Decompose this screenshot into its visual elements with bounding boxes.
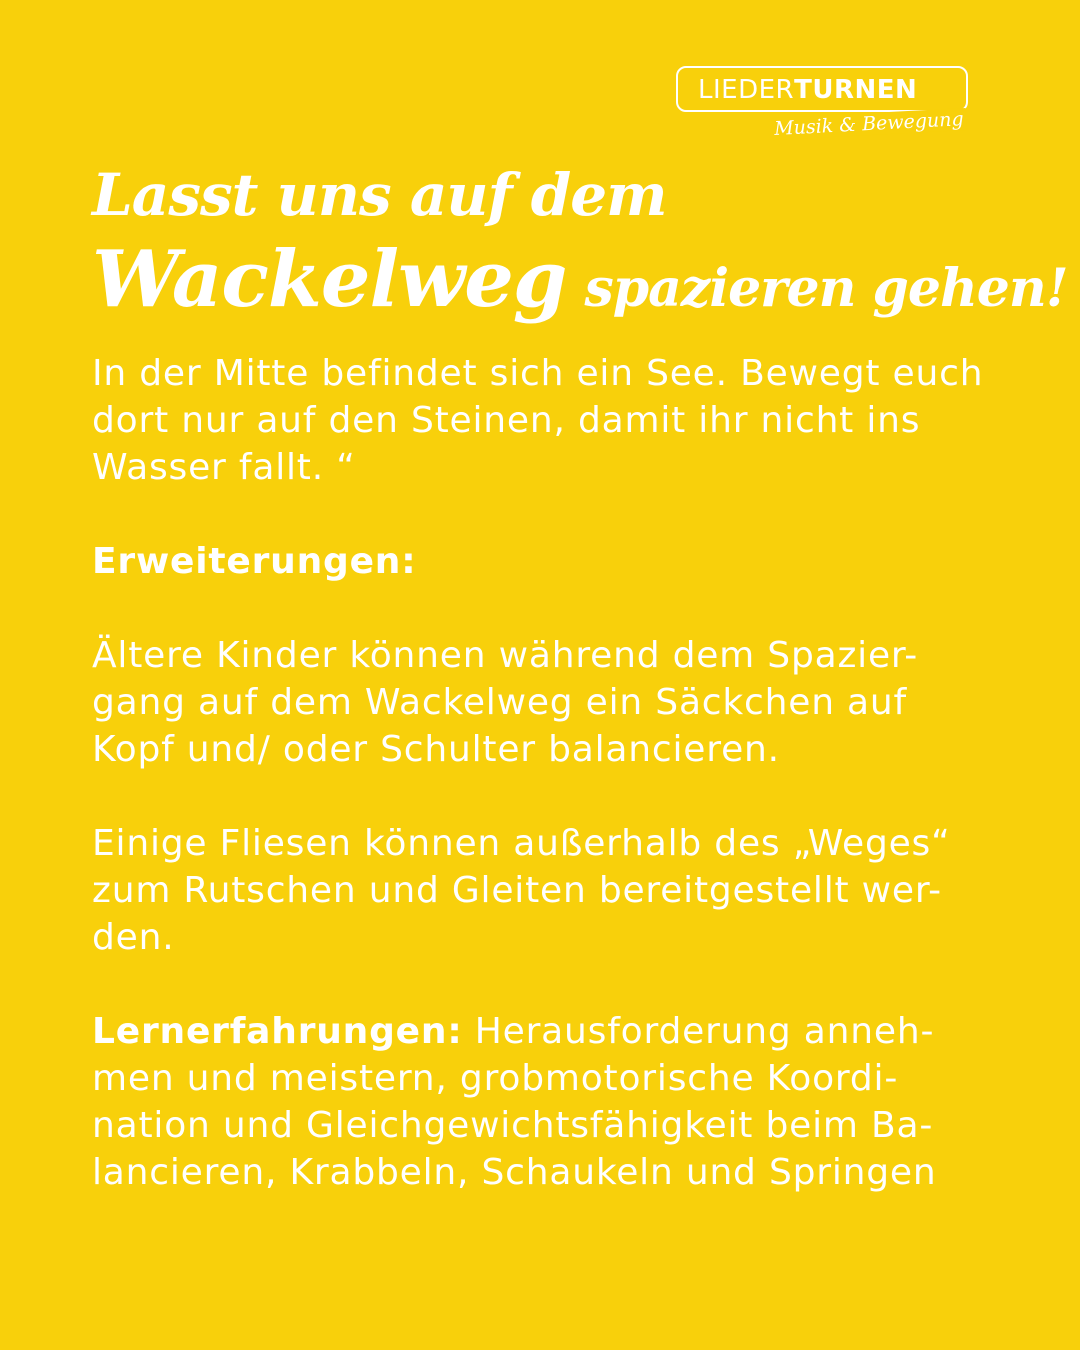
heading-line-2-rest: spazieren gehen!	[584, 258, 1068, 319]
learning-paragraph	[92, 1008, 1052, 1196]
heading-line-1: Lasst uns auf dem	[92, 161, 667, 229]
logo-wordmark	[698, 75, 917, 105]
body-text	[92, 350, 1052, 1196]
logo-subtitle: Musik & Bewegung	[774, 108, 965, 141]
learning-heading: Lernerfahrungen:	[92, 1011, 463, 1052]
logo-wordmark-light: LIEDER	[698, 75, 795, 105]
extension-paragraph-1: Ältere Kinder können während dem Spazier- gang auf dem Wackelweg ein Säckchen auf Kopf und/ oder Schulter balancieren.	[92, 635, 918, 770]
learning-text: Herausforderung anneh- men und meistern, grobmotorische Koordi- nation und Gleichgewichtsfähigkeit beim Ba- lancieren, Krabbeln, Schaukeln und Springen	[92, 1011, 937, 1193]
extension-paragraph-2: Einige Fliesen können außerhalb des „Weges“ zum Rutschen und Gleiten bereitgestellt wer- den.	[92, 823, 951, 958]
heading-line-2	[92, 235, 1068, 346]
brand-logo	[676, 66, 968, 141]
heading-keyword: Wackelweg	[92, 234, 567, 325]
intro-paragraph: In der Mitte befindet sich ein See. Bewegt euch dort nur auf den Steinen, damit ihr nicht ins Wasser fallt. “	[92, 353, 984, 488]
extensions-heading: Erweiterungen:	[92, 541, 417, 582]
logo-wordmark-bold: TURNEN	[794, 75, 918, 105]
